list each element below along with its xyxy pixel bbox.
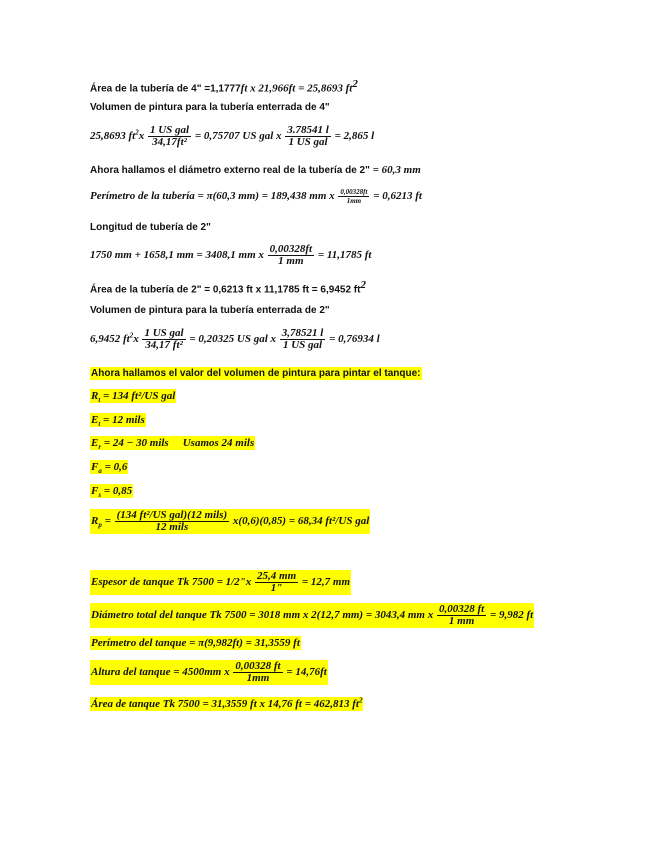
tank-area-highlight bbox=[90, 697, 363, 711]
rt-var: R bbox=[91, 390, 99, 402]
v4-f2-den: 1 US gal bbox=[288, 136, 328, 148]
t1-a: Espesor de tanque Tk 7500 = 1/2"x bbox=[91, 576, 252, 589]
rt-sub: t bbox=[98, 396, 101, 405]
fa-val: = 0,6 bbox=[104, 461, 128, 473]
tank-perimeter-text: Perímetro del tanque = π(9,982ft) = 31,3559 ft bbox=[91, 637, 300, 649]
diameter-2in-line bbox=[90, 164, 421, 177]
t1-end: = 12,7 mm bbox=[301, 576, 351, 589]
v2-a: 6,9452 ft bbox=[90, 333, 130, 346]
t4-den: 1mm bbox=[246, 672, 270, 684]
perimeter-2in-formula: Perímetro de la tubería = π(60,3 mm) = 189,438 mm x bbox=[90, 190, 335, 203]
area-4in-sup: 2 bbox=[352, 78, 358, 90]
perimeter-2in-line bbox=[90, 188, 422, 205]
v4-fraction-1 bbox=[148, 125, 191, 148]
area-2in-sup: 2 bbox=[360, 279, 366, 291]
er-var: E bbox=[91, 437, 99, 449]
t1-den: 1" bbox=[270, 582, 283, 594]
v4-mid: = 0,75707 US gal x bbox=[194, 130, 282, 143]
volume-2in-heading: Volumen de pintura para la tubería enterrada de 2" bbox=[90, 305, 330, 316]
v4-a: 25,8693 ft bbox=[90, 130, 136, 143]
v4-x: x bbox=[138, 130, 145, 143]
area-4in-label: Área de la tubería de 4" =1,1777 bbox=[90, 83, 241, 95]
v2-fraction-2 bbox=[280, 328, 326, 351]
length-2in-formula bbox=[90, 244, 372, 267]
l2-a: 1750 mm + 1658,1 mm = 3408,1 mm x bbox=[90, 249, 264, 262]
fa-var: F bbox=[91, 461, 99, 473]
rt-val: = 134 ft²/US gal bbox=[103, 390, 176, 402]
et-highlight bbox=[90, 413, 146, 427]
v2-end: = 0,76934 l bbox=[329, 333, 380, 346]
t4-fraction bbox=[233, 661, 282, 684]
v4-fraction-2 bbox=[285, 125, 331, 148]
t2-den: 1 mm bbox=[448, 615, 475, 627]
diameter-2in-label: Ahora hallamos el diámetro externo real de la tubería de 2" bbox=[90, 165, 370, 176]
volume-4in-formula bbox=[90, 125, 374, 148]
rp-var: R bbox=[91, 515, 99, 528]
area-4in-formula: ft x 21,966ft = 25,8693 ft bbox=[240, 82, 353, 95]
perimeter-2in-fraction bbox=[338, 188, 369, 205]
l2-end: = 11,1785 ft bbox=[317, 249, 372, 262]
rt-line bbox=[90, 390, 176, 406]
tank-area-line bbox=[90, 694, 363, 710]
fs-var: F bbox=[91, 485, 99, 497]
er-line bbox=[90, 437, 255, 453]
v4-f1-den: 34,17ft² bbox=[152, 136, 187, 148]
rp-fraction bbox=[115, 510, 230, 533]
v2-f2-num: 3,78521 l bbox=[281, 327, 324, 339]
et-val: = 12 mils bbox=[103, 414, 145, 426]
rt-highlight bbox=[90, 389, 176, 403]
l2-num: 0,00328ft bbox=[269, 243, 313, 255]
length-2in-heading: Longitud de tubería de 2" bbox=[90, 222, 211, 233]
v2-f1-den: 34,17 ft² bbox=[145, 339, 183, 351]
tank-height-highlight bbox=[90, 660, 328, 685]
perimeter-2in-end: = 0,6213 ft bbox=[373, 190, 422, 203]
rp-end: x(0,6)(0,85) = 68,34 ft²/US gal bbox=[232, 515, 370, 528]
tank-volume-heading bbox=[90, 368, 422, 380]
fa-line bbox=[90, 461, 128, 477]
t1-num: 25,4 mm bbox=[257, 570, 297, 582]
fa-sub: a bbox=[98, 467, 102, 476]
er-highlight bbox=[90, 436, 255, 450]
tank-diameter-highlight bbox=[90, 603, 534, 628]
et-var: E bbox=[91, 414, 99, 426]
l2-den: 1 mm bbox=[278, 255, 304, 267]
v4-end: = 2,865 l bbox=[334, 130, 375, 143]
rp-num: (134 ft²/US gal)(12 mils) bbox=[116, 509, 228, 521]
volume-4in-heading: Volumen de pintura para la tubería enterrada de 4" bbox=[90, 102, 330, 113]
area-4in-line bbox=[90, 78, 358, 95]
v4-f2-num: 3.78541 l bbox=[287, 124, 329, 136]
volume-2in-formula bbox=[90, 328, 380, 351]
tank-thickness-line bbox=[90, 570, 351, 595]
tank-height-line bbox=[90, 660, 328, 685]
fs-highlight bbox=[90, 484, 133, 498]
rp-den: 12 mils bbox=[155, 521, 189, 533]
area-2in-line bbox=[90, 279, 366, 296]
v2-f1-num: 1 US gal bbox=[144, 327, 184, 339]
t2-fraction bbox=[437, 604, 486, 627]
fs-val: = 0,85 bbox=[103, 485, 133, 497]
t4-num: 0,00328 ft bbox=[235, 660, 281, 672]
v2-x: x bbox=[133, 333, 139, 346]
tank-thickness-highlight bbox=[90, 570, 351, 595]
tank-perimeter-line bbox=[90, 637, 301, 649]
l2-fraction bbox=[268, 244, 314, 267]
et-sub: t bbox=[98, 420, 101, 429]
tank-volume-heading-text: Ahora hallamos el valor del volumen de pintura para pintar el tanque: bbox=[91, 368, 421, 379]
t5-sup: 2 bbox=[358, 696, 363, 704]
p2-num: 0,00328ft bbox=[340, 188, 368, 196]
v2-fraction-1 bbox=[142, 328, 185, 351]
t4-end: = 14,76ft bbox=[286, 666, 327, 679]
fs-line bbox=[90, 485, 133, 501]
er-val: = 24 − 30 mils bbox=[103, 437, 169, 449]
p2-den: 1mm bbox=[346, 197, 362, 205]
tank-diameter-line bbox=[90, 603, 534, 628]
v2-sup: 2 bbox=[129, 331, 134, 340]
v2-mid: = 0,20325 US gal x bbox=[189, 333, 276, 346]
rp-line bbox=[90, 509, 370, 534]
t1-fraction bbox=[255, 571, 298, 594]
fs-sub: s bbox=[98, 491, 102, 500]
rp-sub: p bbox=[98, 521, 102, 530]
t2-end: = 9,982 ft bbox=[489, 609, 534, 622]
v4-f1-num: 1 US gal bbox=[149, 124, 190, 136]
t5-a: Área de tanque Tk 7500 = 31,3559 ft x 14,76 ft = 462,813 ft bbox=[91, 697, 359, 710]
et-line bbox=[90, 414, 146, 430]
v2-f2-den: 1 US gal bbox=[282, 339, 323, 351]
t2-num: 0,00328 ft bbox=[438, 603, 485, 615]
t4-a: Altura del tanque = 4500mm x bbox=[91, 666, 230, 679]
diameter-2in-value: = 60,3 mm bbox=[372, 164, 421, 176]
v4-sup: 2 bbox=[135, 128, 139, 137]
er-sub: r bbox=[98, 443, 102, 452]
t2-a: Diámetro total del tanque Tk 7500 = 3018 mm x 2(12,7 mm) = 3043,4 mm x bbox=[91, 609, 434, 622]
rp-highlight: $R_p$ = $\frac{\text{(134 ft²/US gal)(12 mils)}}{\text{12 mils}}$ x(0,6)(0,85) = 68,34 ft²/US gal bbox=[91, 509, 370, 533]
fa-highlight bbox=[90, 460, 128, 474]
area-2in-formula: Área de la tubería de 2" = 0,6213 ft x 11,1785 ft = 6,9452 ft bbox=[90, 284, 361, 296]
er-note: Usamos 24 mils bbox=[182, 437, 255, 449]
